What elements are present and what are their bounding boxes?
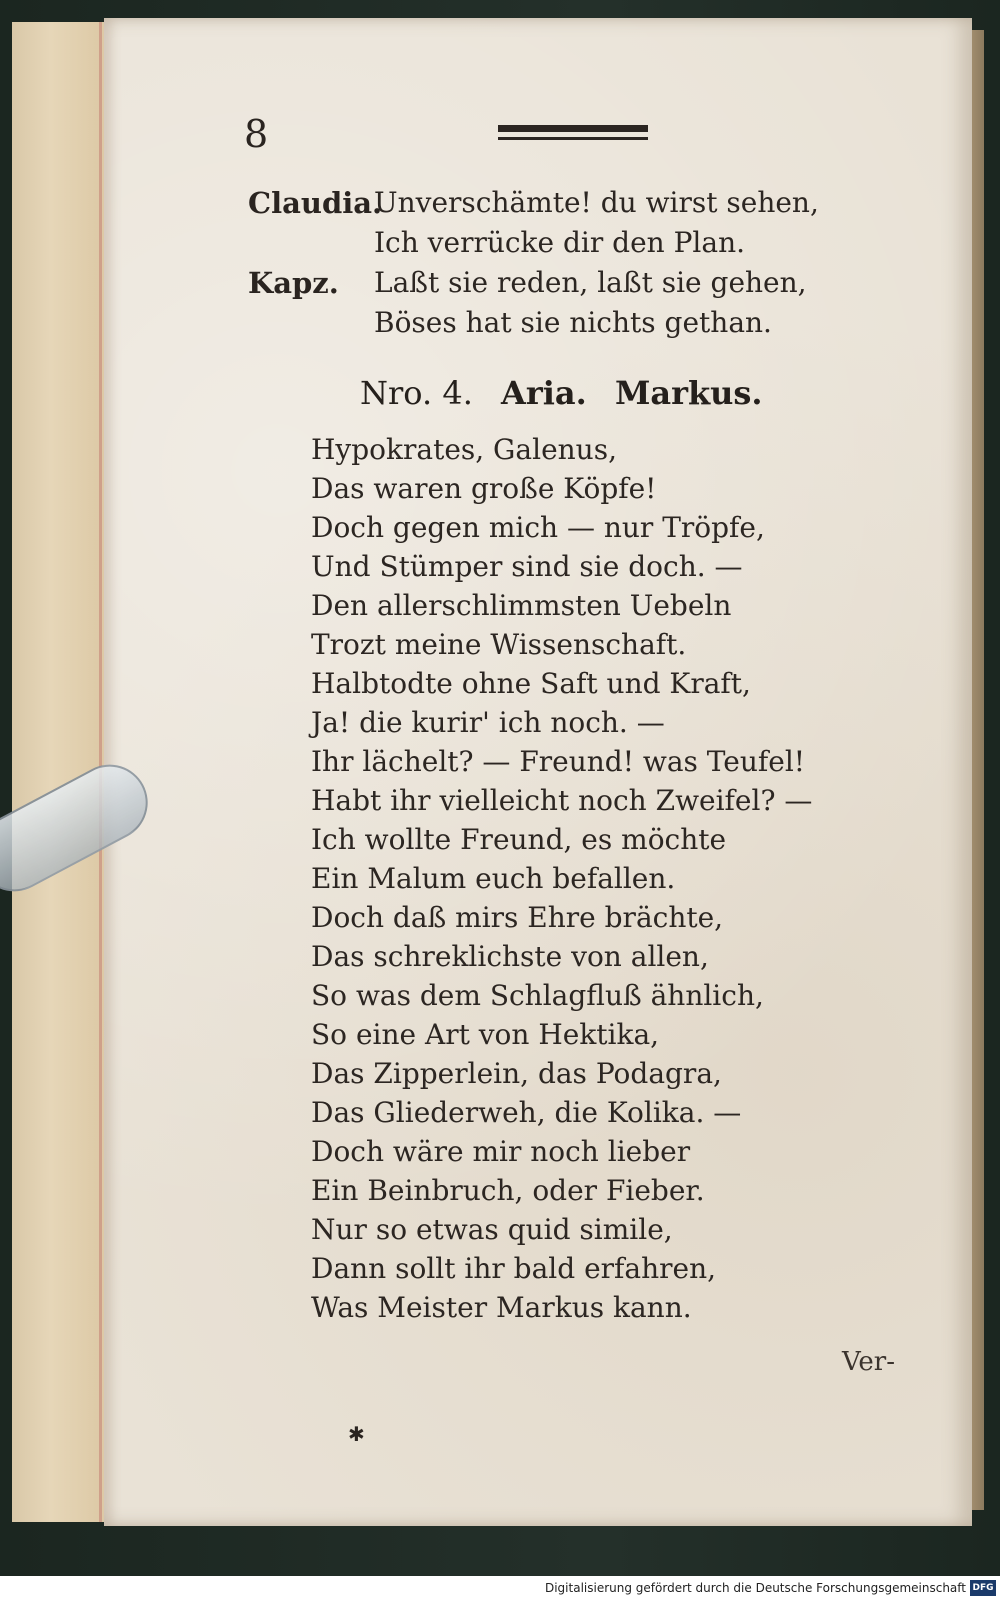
aria-line: Hypokrates, Galenus, (311, 433, 617, 466)
aria-line: Doch daß mirs Ehre brächte, (311, 901, 724, 934)
aria-line: Das waren große Köpfe! (311, 472, 657, 505)
aria-line: Was Meister Markus kann. (311, 1291, 692, 1324)
aria-line: Ein Malum euch befallen. (311, 862, 676, 895)
dialogue-line: Unverschämte! du wirst sehen, (374, 186, 819, 219)
aria-line: So was dem Schlagfluß ähnlich, (311, 979, 764, 1012)
dialogue-line: Ich verrücke dir den Plan. (374, 226, 745, 259)
digitization-footer (0, 1576, 1000, 1601)
header-rule-thin (498, 137, 648, 140)
aria-line: Und Stümper sind sie doch. — (311, 550, 743, 583)
aria-number: Nro. 4. (360, 374, 473, 412)
aria-line: Ich wollte Freund, es möchte (311, 823, 727, 856)
aria-line: Ihr lächelt? — Freund! was Teufel! (311, 745, 806, 778)
aria-line: Habt ihr vielleicht noch Zweifel? — (311, 784, 813, 817)
aria-line: Das Zipperlein, das Podagra, (311, 1057, 722, 1090)
aria-line: Ja! die kurir' ich noch. — (311, 706, 665, 739)
aria-line: Doch gegen mich — nur Tröpfe, (311, 511, 765, 544)
aria-line: Den allerschlimmsten Uebeln (311, 589, 732, 622)
aria-type: Aria. (501, 374, 587, 412)
catchword: Ver- (842, 1347, 895, 1377)
speaker-label: Kapz. (248, 266, 339, 300)
aria-line: Doch wäre mir noch lieber (311, 1135, 691, 1168)
aria-line: Halbtodte ohne Saft und Kraft, (311, 667, 751, 700)
dfg-logo: DFG (970, 1580, 996, 1596)
aria-line: So eine Art von Hektika, (311, 1018, 660, 1051)
aria-character: Markus. (614, 374, 763, 412)
header-rule (498, 125, 648, 140)
aria-line: Dann sollt ihr bald erfahren, (311, 1252, 717, 1285)
aria-line: Das Gliederweh, die Kolika. — (311, 1096, 742, 1129)
header-rule-thick (498, 125, 648, 132)
aria-line: Nur so etwas quid simile, (311, 1213, 673, 1246)
dialogue-line: Böses hat sie nichts gethan. (374, 306, 772, 339)
dialogue-line: Laßt sie reden, laßt sie gehen, (374, 266, 807, 299)
aria-line: Trozt meine Wissenschaft. (311, 628, 687, 661)
page-number: 8 (244, 112, 269, 156)
aria-heading (360, 374, 781, 412)
speaker-label: Claudia. (248, 186, 383, 220)
aria-line: Das schreklichste von allen, (311, 940, 709, 973)
footer-credit: Digitalisierung gefördert durch die Deutsche Forschungsgemeinschaft (544, 1581, 966, 1595)
aria-line: Ein Beinbruch, oder Fieber. (311, 1174, 705, 1207)
ornament-mark: ✱ (348, 1422, 365, 1446)
